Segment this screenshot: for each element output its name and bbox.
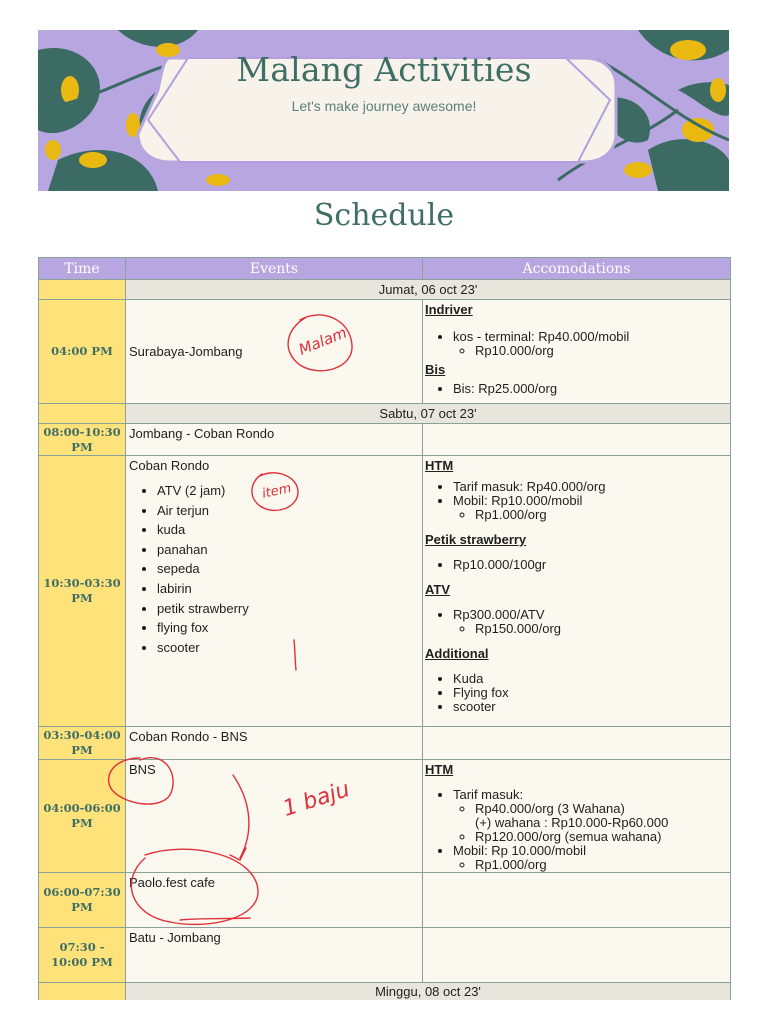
section-title: Indriver (425, 302, 473, 317)
header-time: Time (39, 258, 126, 279)
list-item: • petik strawberry (157, 599, 419, 619)
event-cell (126, 873, 423, 927)
list-item: • Tarif masuk: ◦ Rp40.000/org (3 Wahana) (+) wahana : Rp10.000-Rp60.000 ◦ Rp120.000/org (semua wahana) (453, 788, 728, 844)
list-item: • Bis: Rp25.000/org (453, 382, 728, 396)
banner-subtitle: Let's make journey awesome! (291, 98, 477, 114)
event-cell (126, 424, 423, 455)
accomodation-cell (423, 300, 730, 403)
list-item: ◦ Rp40.000/org (3 Wahana) (+) wahana : Rp10.000-Rp60.000 (475, 802, 728, 830)
header-accomodations: Accomodations (522, 260, 631, 277)
day-row (39, 280, 730, 300)
annotation-baju: 1 baju (279, 777, 353, 822)
table-row (39, 456, 730, 727)
event-text: Coban Rondo - BNS (129, 729, 248, 744)
list-item: • kuda (157, 520, 419, 540)
event-text: BNS (129, 762, 156, 777)
section-title: Petik strawberry (425, 532, 527, 547)
event-cell (126, 928, 423, 982)
day-label: Sabtu, 07 oct 23' (126, 404, 730, 423)
time-cell: 07:30 - 10:00 PM (39, 928, 126, 982)
list-item: • Mobil: Rp10.000/mobil ◦ Rp1.000/org (453, 494, 728, 522)
event-text: Paolo.fest cafe (129, 875, 215, 890)
accomodation-cell (423, 456, 730, 726)
table-row (39, 300, 730, 404)
list-item: • scooter (453, 700, 728, 714)
section-title: HTM (425, 762, 454, 777)
schedule-title: Schedule (313, 198, 455, 233)
accomodation-cell (423, 760, 730, 872)
event-text: Batu - Jombang (129, 930, 221, 945)
list-item: • Air terjun (157, 501, 419, 521)
header-events: Events (126, 258, 423, 279)
day-row (39, 404, 730, 424)
time-cell: 10:30-03:30 PM (39, 456, 126, 726)
list-item: ◦ Rp150.000/org (475, 622, 728, 636)
list-item: • flying fox (157, 618, 419, 638)
time-cell: 06:00-07:30 PM (39, 873, 126, 927)
list-item: ◦ Rp1.000/org (475, 508, 728, 522)
table-header-row (39, 258, 730, 280)
list-item: ◦ Rp1.000/org (475, 858, 728, 872)
time-cell: 08:00-10:30 PM (39, 424, 126, 455)
event-cell (126, 760, 423, 872)
list-item: • Kuda (453, 672, 728, 686)
event-cell (126, 727, 423, 759)
section-title: Additional (425, 646, 489, 661)
schedule-table (38, 257, 731, 1000)
activity-list (129, 481, 419, 657)
day-label: Minggu, 08 oct 23' (126, 983, 730, 1000)
list-item: • Mobil: Rp 10.000/mobil ◦ Rp1.000/org (453, 844, 728, 872)
banner-title: Malang Activities (236, 50, 532, 89)
table-row (39, 873, 730, 928)
time-cell: 04:00 PM (39, 300, 126, 403)
event-cell (126, 300, 423, 403)
day-row (39, 983, 730, 1000)
list-item: • ATV (2 jam) (157, 481, 419, 501)
event-text: Surabaya-Jombang (129, 344, 243, 359)
event-cell (126, 456, 423, 726)
list-item: • Rp10.000/100gr (453, 558, 728, 572)
day-label: Jumat, 06 oct 23' (126, 280, 730, 299)
list-item: • kos - terminal: Rp40.000/mobil ◦ Rp10.000/org (453, 330, 728, 358)
section-title: ATV (425, 582, 451, 597)
table-row (39, 424, 730, 456)
list-item: • scooter (157, 638, 419, 658)
list-item: • labirin (157, 579, 419, 599)
accomodation-cell (423, 928, 730, 982)
section-title: Bis (425, 362, 446, 377)
list-item: ◦ Rp120.000/org (semua wahana) (475, 830, 728, 844)
annotation-malam: Malam (296, 323, 350, 359)
annotation-item: item (260, 480, 293, 502)
accomodation-cell (423, 873, 730, 927)
list-item: • sepeda (157, 559, 419, 579)
table-row (39, 760, 730, 873)
time-cell: 03:30-04:00 PM (39, 727, 126, 759)
event-text: Coban Rondo (129, 458, 210, 473)
event-text: Jombang - Coban Rondo (129, 426, 275, 441)
accomodation-cell (423, 727, 730, 759)
list-item: • panahan (157, 540, 419, 560)
list-item: • Flying fox (453, 686, 728, 700)
accomodation-cell (423, 424, 730, 455)
list-item: • Tarif masuk: Rp40.000/org (453, 480, 728, 494)
table-row (39, 727, 730, 760)
list-item: ◦ Rp10.000/org (475, 344, 728, 358)
time-cell: 04:00-06:00 PM (39, 760, 126, 872)
section-title: HTM (425, 458, 454, 473)
list-item: • Rp300.000/ATV ◦ Rp150.000/org (453, 608, 728, 636)
table-row (39, 928, 730, 983)
